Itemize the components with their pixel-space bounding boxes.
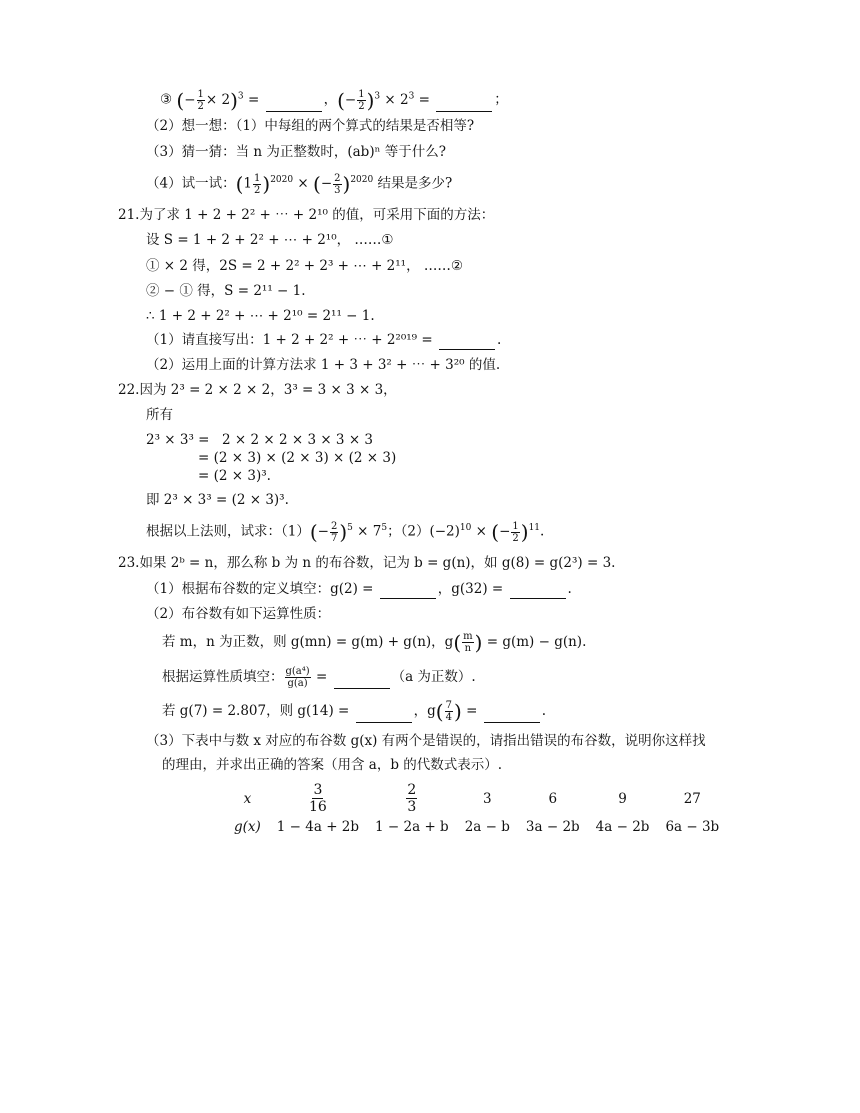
g-cell: 2a − b (464, 819, 510, 835)
x-cell: 6 (548, 790, 558, 807)
q23-sub1: （1）根据布谷数的定义填空：g(2) = ，g(32) = . (146, 581, 572, 597)
table-row-x (226, 780, 727, 817)
q23-sub3-line2: 的理由，并求出正确的答案（用含 a，b 的代数式表示）. (162, 757, 503, 773)
answer-blank[interactable] (510, 584, 566, 599)
q21-step1: 设 S = 1 + 2 + 2² + ⋯ + 2¹⁰， ……① (146, 232, 394, 248)
q23-intro: 23.如果 2ᵇ = n，那么称 b 为 n 的布谷数，记为 b = g(n)，如 g(8) = g(2³) = 3. (118, 555, 616, 571)
answer-blank[interactable] (334, 674, 390, 689)
q20-item3-expr-a: (− $\frac{1}{2}$ × 2)$^3$ = (176, 88, 264, 112)
q23-prop: 若 m，n 为正数，则 g(mn) = g(m) + g(n)，g( $\frac{m}{n}$ ) = g(m) − g(n). (162, 630, 587, 655)
row-label-x: x (243, 790, 252, 807)
q22-eq2: = (2 × 3) × (2 × 3) × (2 × 3) (198, 450, 397, 466)
q22-intro: 22.因为 2³ = 2 × 2 × 2，3³ = 3 × 3 × 3， (118, 382, 397, 398)
q21-sub2: （2）运用上面的计算方法求 1 + 3 + 3² + ⋯ + 3²⁰ 的值. (146, 357, 501, 373)
q23-sub2: （2）布谷数有如下运算性质： (146, 606, 331, 622)
q21-step4: ∴ 1 + 2 + 2² + ⋯ + 2¹⁰ = 2¹¹ − 1. (146, 308, 375, 324)
q22-eq-lhs: 2³ × 3³ = (146, 432, 210, 448)
q22-conclusion: 即 2³ × 3³ = (2 × 3)³. (146, 492, 289, 508)
q20-item-2: （2）想一想：（1）中每组的两个算式的结果是否相等? (146, 118, 475, 134)
answer-blank[interactable] (484, 708, 540, 723)
q22-eq1: 2 × 2 × 2 × 3 × 3 × 3 (222, 432, 374, 448)
answer-blank[interactable] (356, 708, 412, 723)
answer-blank[interactable] (266, 97, 322, 112)
q20-item3: ③ (− $\frac{1}{2}$ × 2)$^3$ = ，(− $\frac{1}{2}$ )$^3 \times 2^3$ = ； (160, 88, 508, 112)
q21-step3: ② − ① 得，S = 2¹¹ − 1. (146, 283, 306, 299)
x-cell: 3 (483, 790, 492, 807)
q20-item-4: （4）试一试：(1 $\frac{1}{2}$ )$^{2020}$ × (− $\frac{2}{3}$ )$^{2020}$ 结果是多少? (146, 172, 453, 196)
g-cell: 3a − 2b (525, 819, 580, 835)
x-cell: 27 (683, 790, 701, 807)
q22-eq3: = (2 × 3)³. (198, 468, 271, 484)
table-row-g (226, 817, 727, 837)
q20-item3-expr-b: (− $\frac{1}{2}$ )$^3 \times 2^3$ = (337, 88, 435, 112)
x-cell: 9 (618, 790, 627, 807)
q20-item-3: （3）猜一猜：当 n 为正整数时，(ab)ⁿ 等于什么? (146, 144, 446, 160)
q21-intro: 21.为了求 1 + 2 + 2² + ⋯ + 2¹⁰ 的值，可采用下面的方法： (118, 207, 495, 223)
circled-3: ③ (160, 91, 173, 108)
q23-sub3-line1: （3）下表中与数 x 对应的布谷数 g(x) 有两个是错误的，请指出错误的布谷数，说明你这样找 (146, 733, 706, 749)
row-label-g: g(x) (234, 819, 261, 835)
q22-task: 根据以上法则，试求：（1）(− $\frac{2}{7}$ )$^5 \times 7^5$；$(2)(-2)^{10}$ × (− $\frac{1}{2}$ )$^{11}$. (146, 520, 545, 544)
answer-blank[interactable] (439, 335, 495, 350)
q23-fill: 根据运算性质填空： $\frac{\text{g(a⁴)}}{g(a)}$ = （a 为正数）. (162, 666, 476, 689)
answer-blank[interactable] (436, 97, 492, 112)
g-cell: 1 − 4a + 2b (276, 819, 360, 835)
bugu-table (226, 780, 727, 837)
g-cell: 4a − 2b (595, 819, 650, 835)
x-cell: $\frac{2}{3}$ (407, 782, 417, 815)
answer-blank[interactable] (380, 584, 436, 599)
q21-sub1: （1）请直接写出：1 + 2 + 2² + ⋯ + 2²⁰¹⁹ = . (146, 332, 502, 348)
q22-so: 所有 (146, 407, 173, 423)
x-cell: $\frac{3}{16}$ (309, 782, 327, 815)
g-cell: 1 − 2a + b (375, 819, 449, 835)
q21-step2: ① × 2 得，2S = 2 + 2² + 2³ + ⋯ + 2¹¹， ……② (146, 258, 463, 274)
q23-given: 若 g(7) = 2.807，则 g(14) = ，g( $\frac{7}{4}$ ) = . (162, 699, 546, 724)
g-cell: 6a − 3b (665, 819, 720, 835)
